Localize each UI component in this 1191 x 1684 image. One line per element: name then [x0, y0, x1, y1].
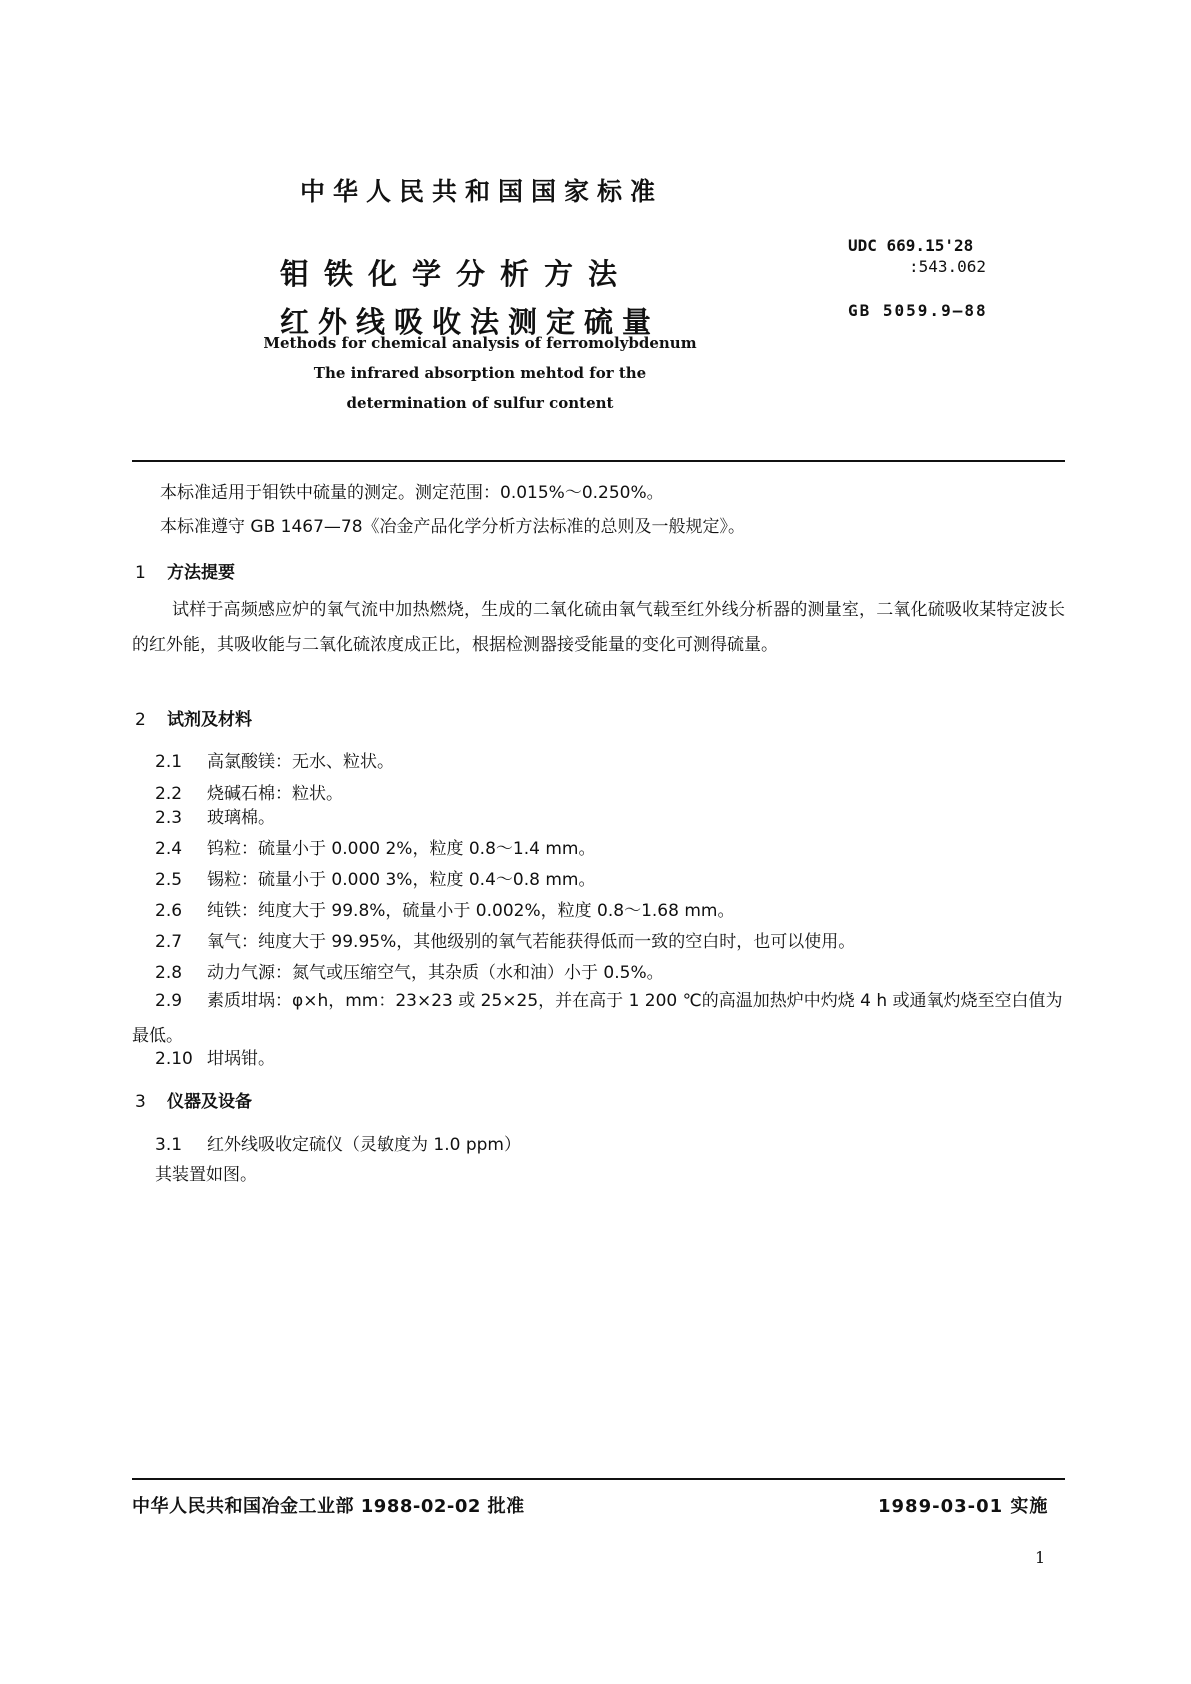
- list-item: [155, 1130, 521, 1155]
- item-text: 锡粒：硫量小于 0.000 3%，粒度 0.4～0.8 mm。: [207, 870, 596, 890]
- scope-paragraph: 本标准适用于钼铁中硫量的测定。测定范围：0.015%～0.250%。: [160, 483, 664, 503]
- item-number: 2.9: [155, 991, 183, 1011]
- item-number: 2.6: [155, 901, 183, 921]
- udc-code-suffix: :543.062: [909, 257, 987, 276]
- compliance-paragraph: 本标准遵守 GB 1467—78《冶金产品化学分析方法标准的总则及一般规定》。: [160, 517, 746, 537]
- item-text: 烧碱石棉：粒状。: [207, 784, 343, 804]
- item-text: 素质坩埚：φ×h，mm：23×23 或 25×25，并在高于 1 200 ℃的高温加热炉中灼烧 4 h 或通氧灼烧至空白值为最低。: [132, 991, 1063, 1046]
- list-item: [155, 779, 343, 804]
- item-text: 纯铁：纯度大于 99.8%，硫量小于 0.002%，粒度 0.8～1.68 mm。: [207, 901, 735, 921]
- list-item: [155, 865, 595, 890]
- udc-code: UDC 669.15'28: [848, 236, 974, 255]
- item-number: 2.5: [155, 870, 183, 890]
- item-text: 坩埚钳。: [207, 1049, 275, 1069]
- item-number: 2.7: [155, 932, 183, 952]
- list-item: [155, 958, 664, 983]
- item-text: 钨粒：硫量小于 0.000 2%，粒度 0.8～1.4 mm。: [207, 839, 596, 859]
- item-number: 3.1: [155, 1135, 183, 1155]
- gb-number: GB 5059.9—88: [848, 301, 988, 320]
- section-number: 1: [135, 563, 146, 583]
- document-title-line1: 钼铁化学分析方法: [280, 257, 633, 291]
- footer-divider: [132, 1478, 1065, 1480]
- section-1-heading: [135, 558, 235, 583]
- list-item: [155, 834, 595, 859]
- section-title: 试剂及材料: [167, 710, 252, 730]
- list-item: [155, 927, 855, 952]
- page-number: 1: [1035, 1548, 1046, 1567]
- national-standard-heading: 中华人民共和国国家标准: [300, 177, 664, 206]
- list-item: [155, 803, 275, 828]
- method-summary-paragraph: 试样于高频感应炉的氧气流中加热燃烧，生成的二氧化硫由氧气载至红外线分析器的测量室，二氧化硫吸收某特定波长的红外能，其吸收能与二氧化硫浓度成正比，根据检测器接受能量的变化可测得硫量。: [132, 600, 1065, 655]
- list-item: [155, 1044, 275, 1069]
- section-number: 2: [135, 710, 146, 730]
- english-title-line2: The infrared absorption mehtod for the: [313, 364, 647, 382]
- section-title: 仪器及设备: [167, 1092, 252, 1112]
- section-number: 3: [135, 1092, 146, 1112]
- section-3-heading: [135, 1087, 252, 1112]
- item-number: 2.4: [155, 839, 183, 859]
- effective-date: 1989-03-01 实施: [878, 1496, 1049, 1517]
- item-number: 2.1: [155, 752, 183, 772]
- apparatus-note: 其装置如图。: [155, 1165, 257, 1185]
- english-title-line1: Methods for chemical analysis of ferromolybdenum: [263, 334, 697, 352]
- english-title-line3: determination of sulfur content: [346, 394, 614, 412]
- item-number: 2.8: [155, 963, 183, 983]
- list-item: [155, 896, 734, 921]
- item-text: 动力气源：氮气或压缩空气，其杂质（水和油）小于 0.5%。: [207, 963, 664, 983]
- item-number: 2.10: [155, 1049, 193, 1069]
- item-text: 玻璃棉。: [207, 808, 275, 828]
- item-number: 2.3: [155, 808, 183, 828]
- section-2-heading: [135, 705, 252, 730]
- section-title: 方法提要: [167, 563, 235, 583]
- item-number: 2.2: [155, 784, 183, 804]
- item-text: 氧气：纯度大于 99.95%，其他级别的氧气若能获得低而一致的空白时，也可以使用。: [207, 932, 856, 952]
- header-divider: [132, 460, 1065, 462]
- list-item: [155, 747, 394, 772]
- item-text: 红外线吸收定硫仪（灵敏度为 1.0 ppm）: [207, 1135, 521, 1155]
- document-title-line2: 红外线吸收法测定硫量: [280, 305, 661, 339]
- item-text: 高氯酸镁：无水、粒状。: [207, 752, 394, 772]
- approval-line: 中华人民共和国冶金工业部 1988-02-02 批准: [132, 1496, 525, 1517]
